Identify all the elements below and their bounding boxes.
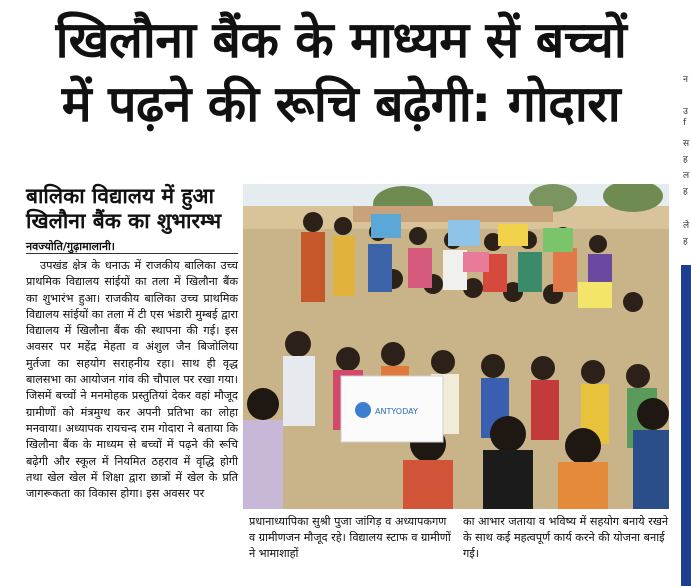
article-paragraph: उपखंड क्षेत्र के धनाऊ में राजकीय बालिका उच्च प्राथमिक विद्यालय सांईयों का तला में खिलौना बैंक का शुभारंभ हुआ। राजकीय बालिका उच्च प्राथमिक विद्यालय सांईयों का तला में टी एस भंडारी मुम्बई द्वारा विद्यालय में खिलौना बैंक की स्थापना की गई। इस अवसर पर महेंद्र मेहता व अंशुल जैन बिजोलिया मुर्तजा का सहयोग सराहनीय रहा। साथ ही वृद्ध बालसभा का आयोजन गांव की चौपाल पर रखा गया। जिसमें बच्चों ने मनमोहक प्रस्तुतियां देकर वहां मौजूद ग्रामीणों को मंत्रमुग्ध कर अपनी प्रतिभा का लोहा मनवाया। अध्यापक रायचन्द राम गोदारा ने बताया कि खिलौना बैंक के माध्यम से बच्चों में पढ़ने की रूचि बढ़ेगी और स्कूल में नियमित ठहराव में वृद्धि होगी तथा खेल खेल में शिक्षा द्वारा छात्रों में खेल के प्रति जागरूकता का विकास होगा। इस अवसर पर: [26, 259, 238, 501]
headline-line-1: खिलौना बैंक के माध्यम सें बच्चों: [55, 11, 627, 69]
byline-rule: [26, 253, 238, 254]
subheadline-line-2: खिलौना बैंक का शुभारम्भ: [26, 209, 222, 233]
photo-caption-col-2: का आभार जताया व भविष्य में सहयोग बनाये रखने के साथ कई महत्वपूर्ण कार्य करने की योजना बनाई गई।: [463, 515, 669, 560]
byline: नवज्योति/गुढ़ामालानी।: [26, 240, 115, 253]
headline: [0, 8, 682, 136]
subheadline: [26, 184, 238, 234]
adjacent-column-strip: न उ f स ह ल ह ले ह: [681, 60, 691, 586]
sign-text: ANTYODAY: [375, 407, 418, 416]
subheadline-line-1: बालिका विद्यालय में हुआ: [26, 184, 214, 208]
blue-accent-bar: [681, 265, 691, 586]
news-photo: [243, 184, 669, 509]
photo-caption-col-1: प्रधानाध्यापिका सुश्री पुजा जांगिड़ व अध्यापकगण व ग्रामीणजन मौजूद रहे। विद्यालय स्टाफ व ग्रामीणों ने भामाशाहों: [249, 515, 451, 560]
top-margin-text: [0, 0, 300, 6]
article-body: [26, 258, 238, 502]
headline-line-2: में पढ़ने की रूचि बढ़ेगी: गोदारा: [61, 75, 621, 133]
